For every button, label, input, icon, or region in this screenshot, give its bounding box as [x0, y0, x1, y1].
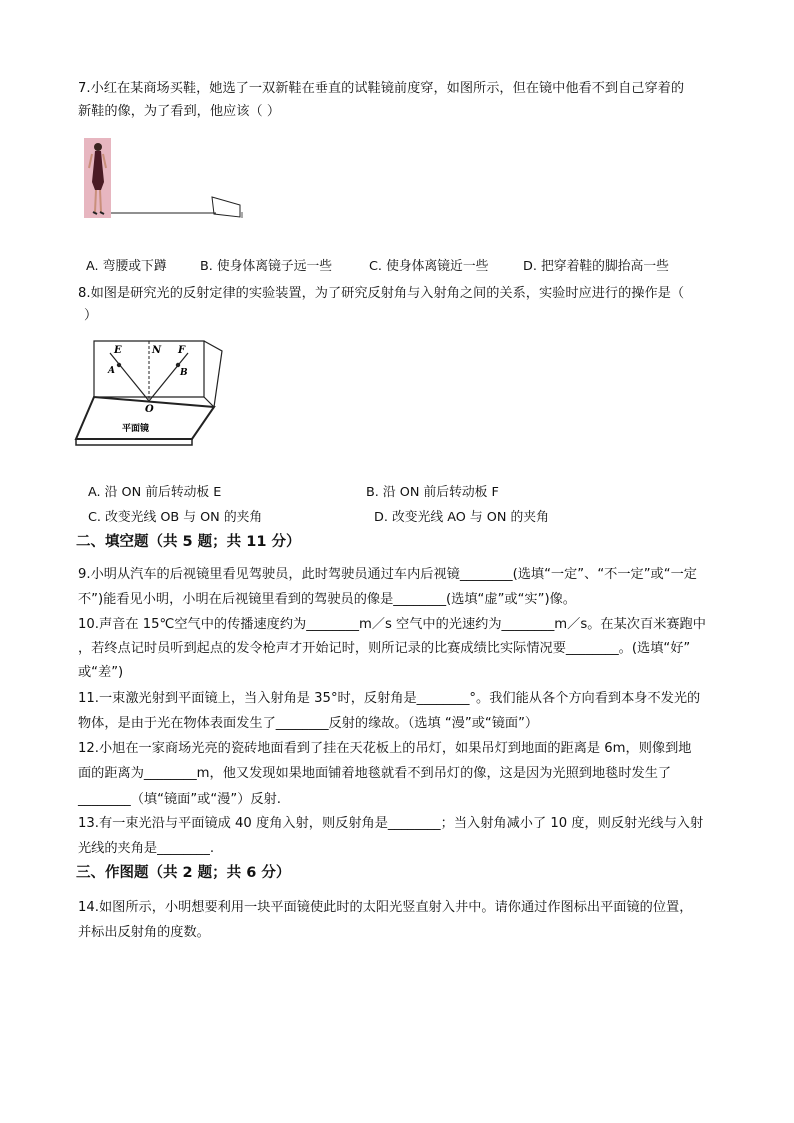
label-n: N — [152, 345, 162, 356]
section2-title: 二、填空题（共 5 题；共 11 分） — [76, 534, 301, 550]
q8-option-a: A. 沿 ON 前后转动板 E — [88, 485, 222, 500]
q9-text-line2: 不”)能看见小明，小明在后视镜里看到的驾驶员的像是________(选填“虚”或“实”)像。 — [78, 592, 576, 607]
q7-text-line2: 新鞋的像，为了看到，他应该（ ） — [78, 104, 281, 119]
label-f: F — [178, 345, 186, 356]
q7-option-c: C. 使身体离镜近一些 — [369, 259, 489, 274]
q8-text-line2: ） — [84, 308, 98, 323]
shoe-mirror-icon — [212, 197, 240, 217]
section3-title: 三、作图题（共 2 题；共 6 分） — [76, 865, 291, 881]
q13-text-line1: 13.有一束光沿与平面镜成 40 度角入射，则反射角是________；当入射角减小了 10 度，则反射光线与入射 — [78, 816, 704, 831]
q13-text-line2: 光线的夹角是________. — [78, 841, 215, 856]
q12-text-line3: ________（填“镜面”或“漫”）反射. — [78, 792, 281, 807]
q9-text-line1: 9.小明从汽车的后视镜里看见驾驶员，此时驾驶员通过车内后视镜________(选填“一定”、“不一定”或“一定 — [78, 567, 697, 582]
q11-text-line1: 11.一束激光射到平面镜上，当入射角是 35°时，反射角是________°。我们能从各个方向看到本身不发光的 — [78, 691, 701, 706]
q7-mirror-figure — [84, 138, 248, 222]
q7-option-b: B. 使身体离镜子远一些 — [200, 259, 333, 274]
label-plane-mirror: 平面镜 — [122, 424, 150, 434]
q11-text-line2: 物体，是由于光在物体表面发生了________反射的缘故。（选填 “漫”或“镜面”） — [78, 716, 539, 731]
q12-text-line2: 面的距离为________m，他又发现如果地面铺着地毯就看不到吊灯的像，这是因为光照到地毯时发生了 — [78, 766, 672, 781]
q10-text-line2: ，若终点记时员听到起点的发令枪声才开始记时，则所记录的比赛成绩比实际情况要________。(选填“好” — [78, 641, 691, 656]
q8-option-c: C. 改变光线 OB 与 ON 的夹角 — [88, 510, 263, 525]
q12-text-line1: 12.小旭在一家商场光亮的瓷砖地面看到了挂在天花板上的吊灯，如果吊灯到地面的距离是 6m，则像到地 — [78, 741, 692, 756]
q14-text-line1: 14.如图所示，小明想要利用一块平面镜使此时的太阳光竖直射入井中。请你通过作图标出平面镜的位置， — [78, 900, 693, 915]
q8-option-d: D. 改变光线 AO 与 ON 的夹角 — [374, 510, 549, 525]
q7-text-line1: 7.小红在某商场买鞋，她选了一双新鞋在垂直的试鞋镜前度穿，如图所示，但在镜中他看不到自己穿着的 — [78, 81, 685, 96]
label-e: E — [114, 345, 122, 356]
q10-text-line3: 或“差”) — [78, 665, 124, 680]
q8-reflection-apparatus-figure — [74, 335, 224, 447]
label-b: B — [180, 368, 188, 378]
label-o: O — [145, 404, 154, 415]
q7-option-d: D. 把穿着鞋的脚抬高一些 — [523, 259, 669, 274]
label-a: A — [108, 366, 115, 376]
q8-text-line1: 8.如图是研究光的反射定律的实验装置，为了研究反射角与入射角之间的关系，实验时应进行的操作是（ — [78, 286, 685, 301]
q8-option-b: B. 沿 ON 前后转动板 F — [366, 485, 499, 500]
q14-text-line2: 并标出反射角的度数。 — [78, 925, 210, 940]
q7-option-a: A. 弯腰或下蹲 — [86, 259, 167, 274]
q10-text-line1: 10.声音在 15℃空气中的传播速度约为________m／s 空气中的光速约为________m／s。在某次百米赛跑中 — [78, 617, 706, 632]
